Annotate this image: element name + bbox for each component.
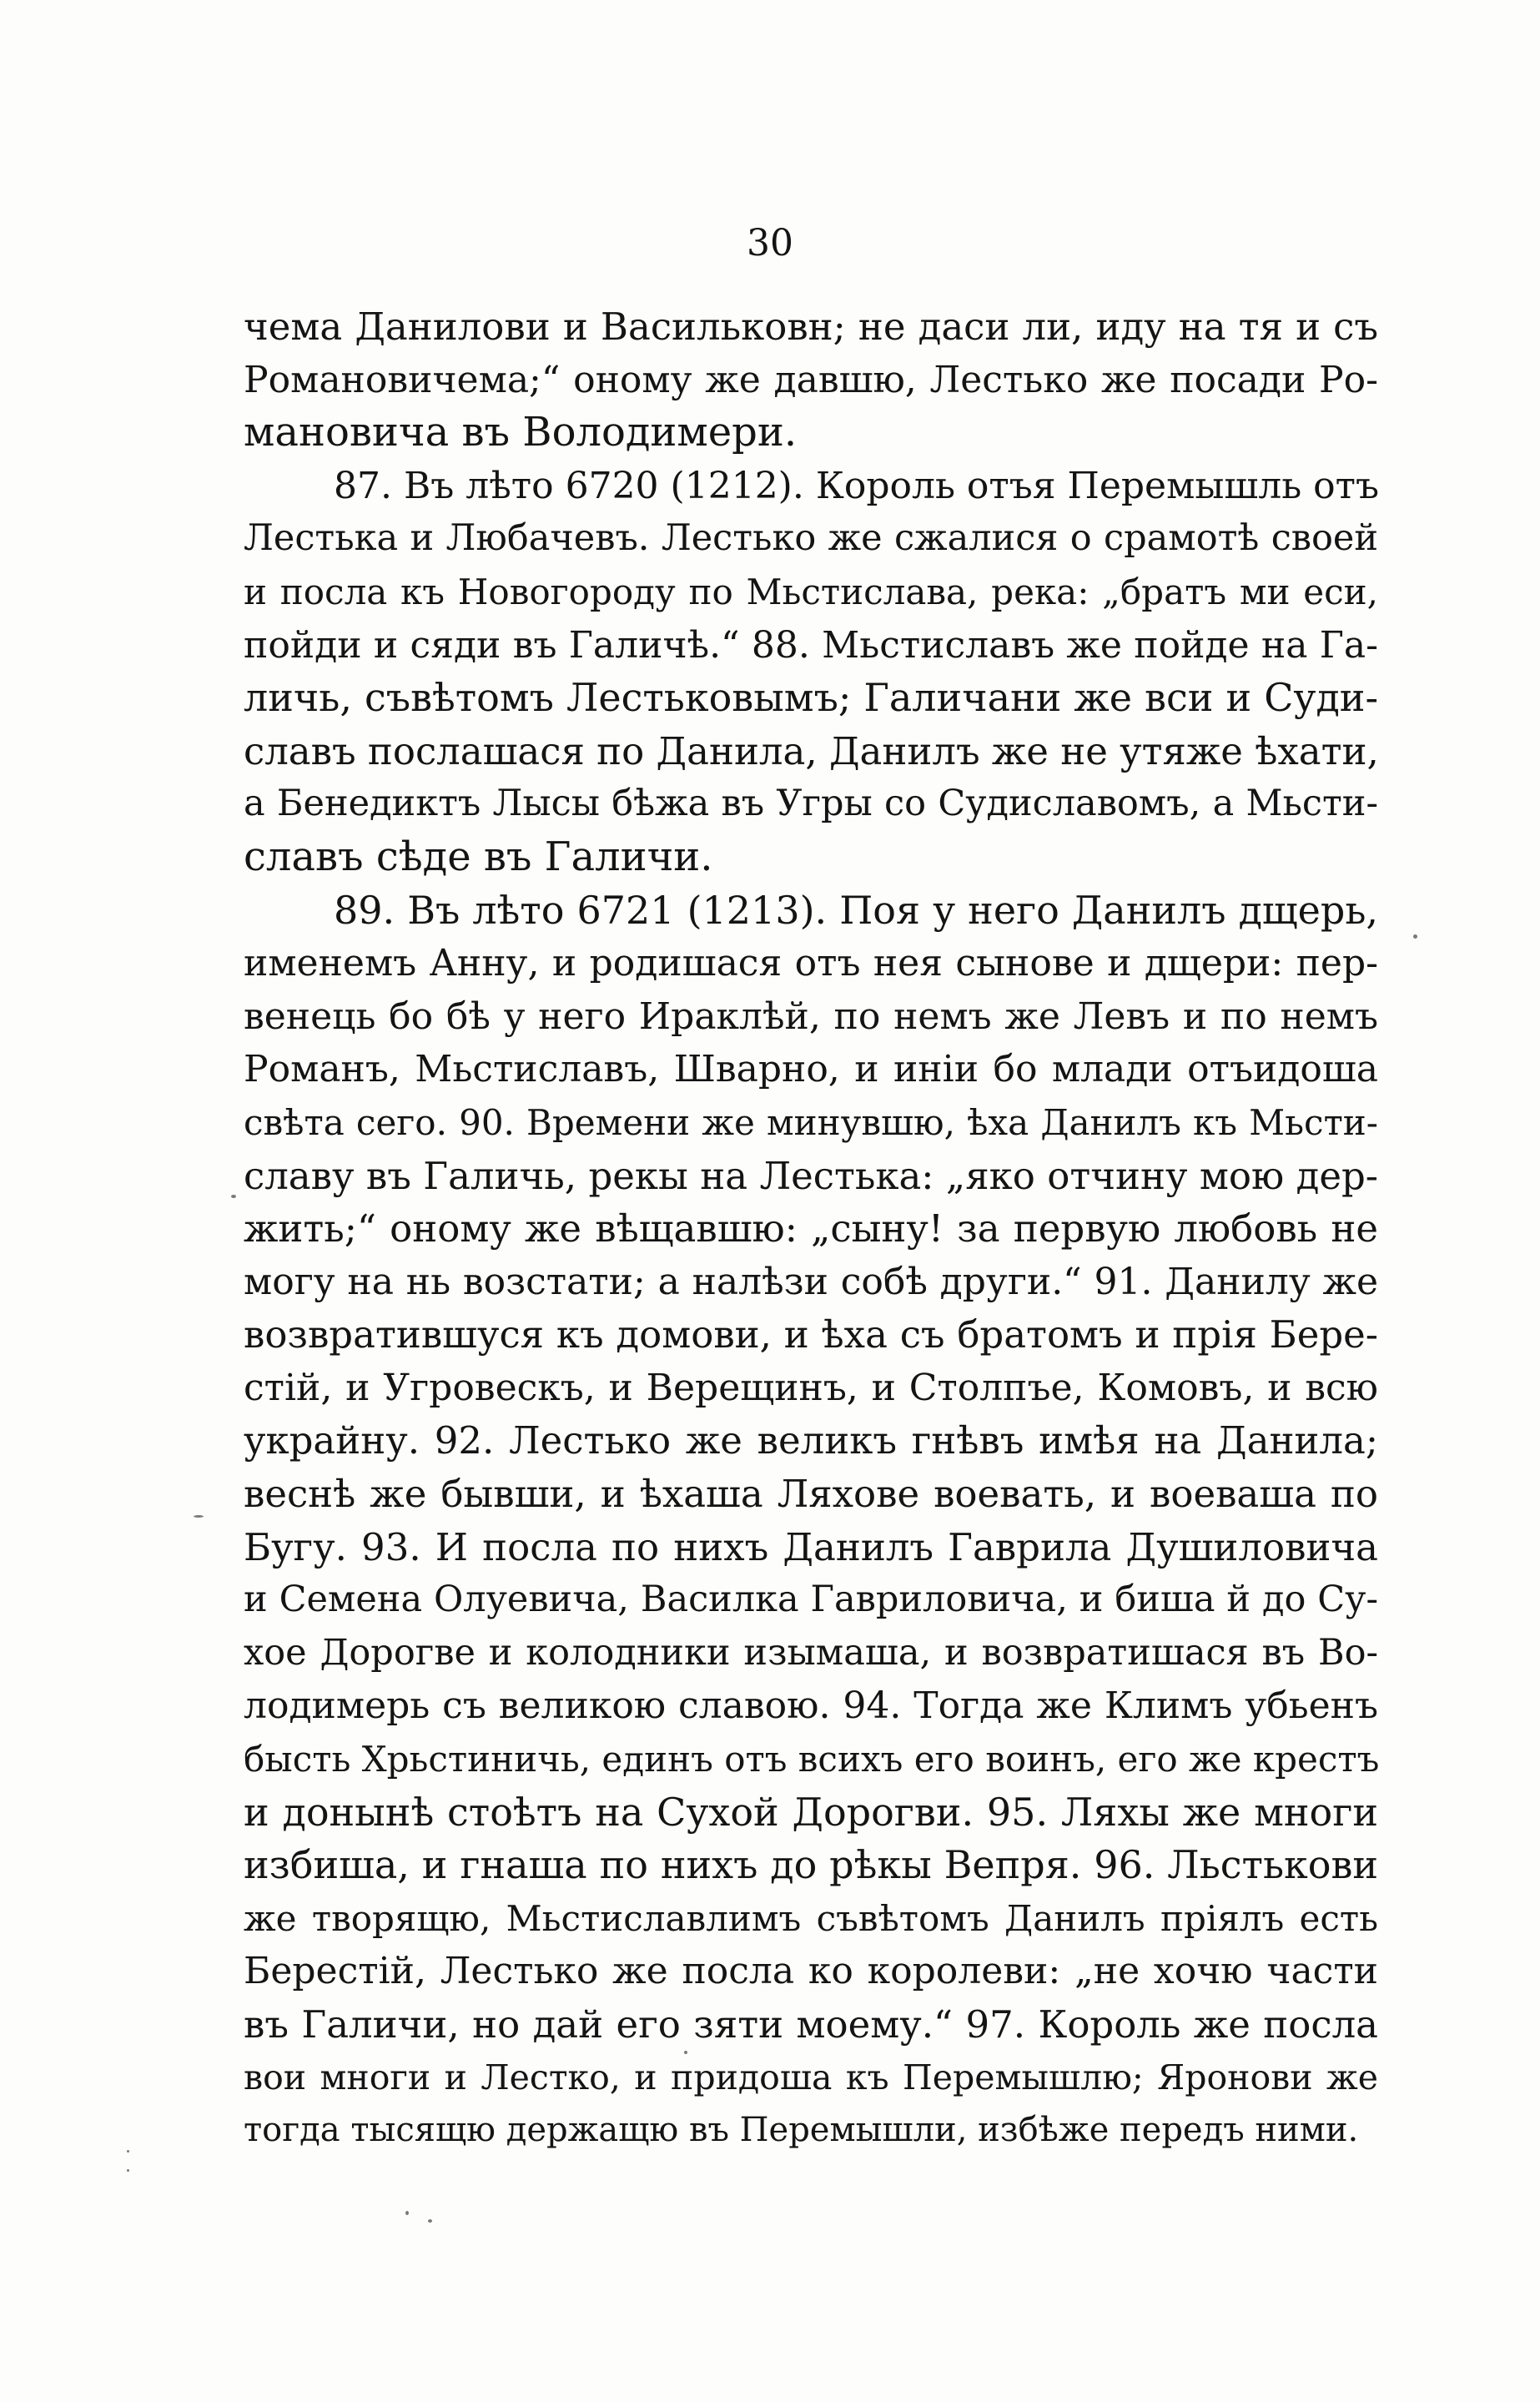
text-line: могу на нь возстати; а налѣзи собѣ други.“ 91. Данилу же <box>244 1260 1378 1303</box>
text-line: славъ сѣде въ Галичи. <box>244 833 713 880</box>
text-line: именемъ Анну, и родишася отъ нея сынове и дщери: пер- <box>244 942 1378 985</box>
text-line: стiй, и Угровескъ, и Верещинъ, и Столпъе, Комовъ, и всю <box>244 1366 1378 1409</box>
text-line: славу въ Галичь, рекы на Лестька: „яко отчину мою дер- <box>244 1153 1378 1198</box>
text-line: и Семена Олуевича, Василка Гавриловича, и биша й до Су- <box>244 1579 1378 1621</box>
text-line: возвратившуся къ домови, и ѣха съ братомъ и прiя Бере- <box>244 1312 1378 1357</box>
scan-speck <box>194 1515 204 1518</box>
text-line: Берестiй, Лестько же посла ко королеви: „не хочю части <box>244 1950 1378 1993</box>
text-line: и донынѣ стоѣтъ на Сухой Дорогви. 95. Ляхы же многи <box>244 1789 1378 1835</box>
text-line: славъ послашася по Данила, Данилъ же не утяже ѣхати, <box>244 728 1379 773</box>
text-line: венець бо бѣ у него Ираклѣй, по немъ же Левъ и по немъ <box>244 995 1378 1038</box>
text-line: 87. Въ лѣто 6720 (1212). Король отъя Перемышль отъ <box>334 464 1379 507</box>
scan-speck <box>231 1195 236 1198</box>
text-line: Романовичема;“ оному же давшю, Лестько же посади Ро- <box>244 358 1378 401</box>
text-line: чема Данилови и Васильковн; не даси ли, иду на тя и съ <box>244 305 1378 349</box>
text-line: свѣта сего. 90. Времени же минувшю, ѣха Данилъ къ Мьсти- <box>244 1101 1378 1143</box>
text-line: 89. Въ лѣто 6721 (1213). Поя у него Данилъ дщерь, <box>334 887 1378 933</box>
scan-speck <box>127 2169 129 2172</box>
text-line: жить;“ оному же вѣщавшю: „сыну! за первую любовь не <box>244 1206 1378 1251</box>
text-line: же творящю, Мьстиславлимъ съвѣтомъ Данилъ прiялъ есть <box>244 1897 1378 1939</box>
text-line: бысть Хрьстиничь, единъ отъ всихъ его воинъ, его же крестъ <box>244 1739 1380 1780</box>
text-line: личь, съвѣтомъ Лестьковымъ; Галичани же вси и Суди- <box>244 675 1378 721</box>
text-line: хое Дорогве и колодники изымаша, и возвратишася въ Во- <box>244 1631 1378 1674</box>
text-line: Романъ, Мьстиславъ, Шварно, и инiи бо млади отъидоша <box>244 1048 1378 1091</box>
text-line: въ Галичи, но дай его зяти моему.“ 97. Король же посла <box>244 2002 1378 2047</box>
text-line: Лестька и Любачевъ. Лестько же сжалися о срамотѣ своей <box>244 517 1378 560</box>
text-line: а Бенедиктъ Лысы бѣжа въ Угры со Судиславомъ, а Мьсти- <box>244 783 1378 825</box>
text-line: тогда тысящю держащю въ Перемышли, избѣже передъ ними. <box>244 2111 1359 2150</box>
text-line: Бугу. 93. И посла по нихъ Данилъ Гаврила Душиловича <box>244 1524 1378 1569</box>
scan-speck <box>684 2051 687 2054</box>
text-line: мановича въ Володимери. <box>244 409 798 456</box>
text-line: избиша, и гнаша по нихъ до рѣкы Вепря. 96. Льстькови <box>244 1842 1378 1888</box>
scan-speck <box>405 2211 409 2215</box>
scan-speck <box>127 2150 129 2153</box>
page-number: 30 <box>747 222 793 264</box>
text-line: лодимерь съ великою славою. 94. Тогда же Климъ убьенъ <box>244 1684 1378 1728</box>
text-line: украйну. 92. Лестько же великъ гнѣвъ имѣя на Данила; <box>244 1418 1378 1463</box>
text-line: вои многи и Лестко, и придоша къ Перемышлю; Яронови же <box>244 2057 1378 2097</box>
scan-speck <box>1413 934 1417 939</box>
scan-speck <box>428 2219 432 2223</box>
text-line: пойди и сяди въ Галичѣ.“ 88. Мьстиславъ же пойде на Га- <box>244 623 1378 667</box>
body-text <box>244 300 1378 2158</box>
text-line: веснѣ же бывши, и ѣхаша Ляхове воевать, и воеваша по <box>244 1472 1378 1517</box>
text-line: и посла къ Новогороду по Мьстислава, река: „братъ ми еси, <box>244 571 1378 612</box>
